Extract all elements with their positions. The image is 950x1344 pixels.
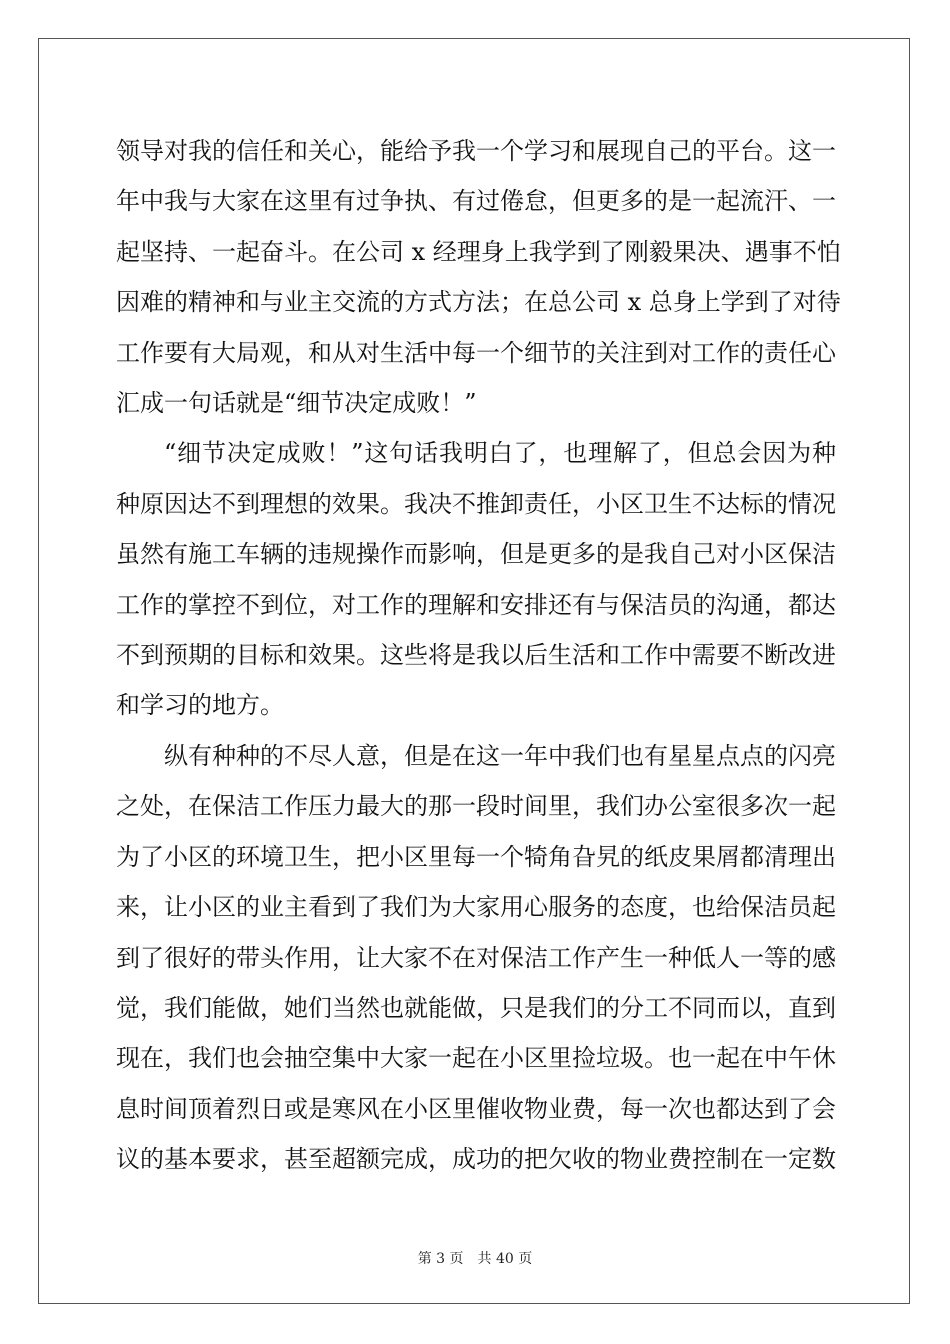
text-line: 现在，我们也会抽空集中大家一起在小区里捡垃圾。也一起在中午休 [116, 1044, 836, 1073]
page-footer [0, 1248, 950, 1268]
text-line: 到了很好的带头作用，让大家不在对保洁工作产生一种低人一等的感 [116, 943, 836, 972]
text-line: “细节决定成败！”这句话我明白了，也理解了，但总会因为种 [164, 439, 836, 468]
text-line: 息时间顶着烈日或是寒风在小区里催收物业费，每一次也都达到了会 [116, 1094, 836, 1123]
text-line: 工作的掌控不到位，对工作的理解和安排还有与保洁员的沟通，都达 [116, 590, 836, 619]
text-line: 起坚持、一起奋斗。在公司 x 经理身上我学到了刚毅果决、遇事不怕 [116, 237, 841, 266]
text-line: 汇成一句话就是“细节决定成败！” [116, 389, 477, 418]
text-line: 种原因达不到理想的效果。我决不推卸责任，小区卫生不达标的情况 [116, 489, 836, 518]
text-line: 来，让小区的业主看到了我们为大家用心服务的态度，也给保洁员起 [116, 893, 836, 922]
document-body [116, 126, 841, 1185]
text-line: 虽然有施工车辆的违规操作而影响，但是更多的是我自己对小区保洁 [116, 540, 836, 569]
text-line: 觉，我们能做，她们当然也就能做，只是我们的分工不同而以，直到 [116, 993, 836, 1022]
text-line: 年中我与大家在这里有过争执、有过倦怠，但更多的是一起流汗、一 [116, 187, 836, 216]
text-line: 工作要有大局观，和从对生活中每一个细节的关注到对工作的责任心 [116, 338, 836, 367]
text-line: 纵有种种的不尽人意，但是在这一年中我们也有星星点点的闪亮 [164, 741, 836, 770]
page-total: 共 40 页 [477, 1251, 533, 1267]
text-line: 为了小区的环境卫生，把小区里每一个犄角旮旯的纸皮果屑都清理出 [116, 842, 836, 871]
text-line: 和学习的地方。 [116, 691, 284, 720]
text-line: 不到预期的目标和效果。这些将是我以后生活和工作中需要不断改进 [116, 641, 836, 670]
text-line: 议的基本要求，甚至超额完成，成功的把欠收的物业费控制在一定数 [116, 1145, 836, 1174]
text-line: 领导对我的信任和关心，能给予我一个学习和展现自己的平台。这一 [116, 137, 836, 165]
text-line: 之处，在保洁工作压力最大的那一段时间里，我们办公室很多次一起 [116, 792, 836, 821]
text-line: 因难的精神和与业主交流的方式方法；在总公司 x 总身上学到了对待 [116, 288, 841, 317]
page-number: 第 3 页 [417, 1251, 464, 1267]
